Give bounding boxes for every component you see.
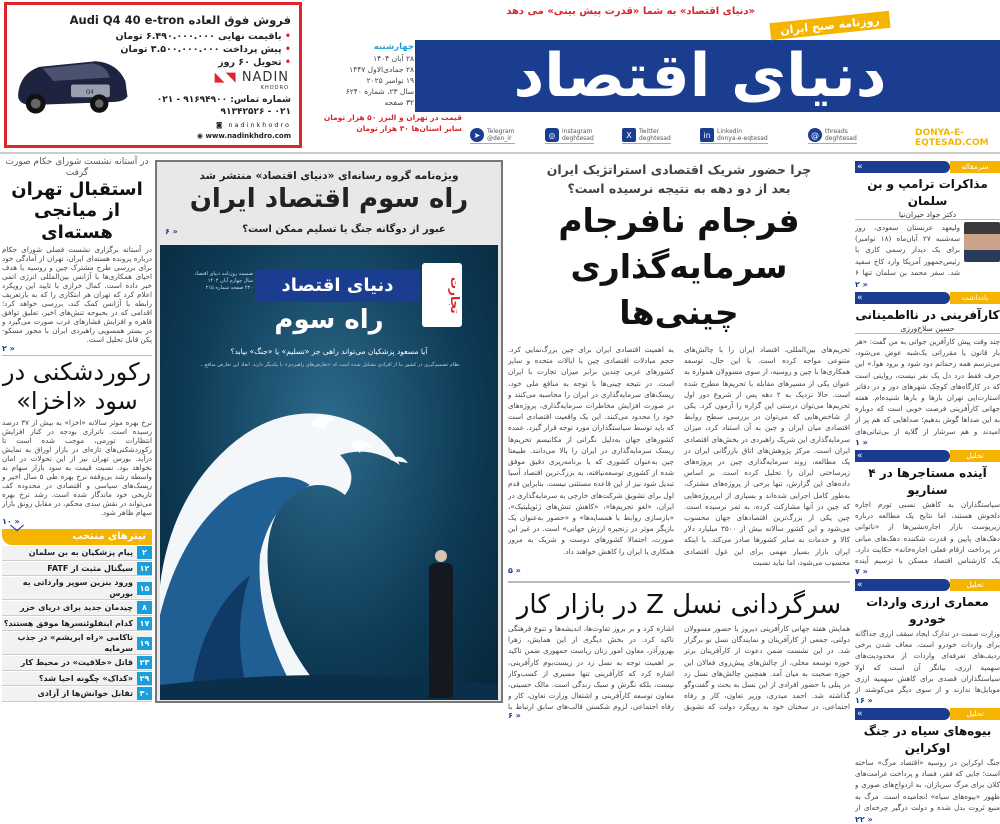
story-body: سیاستگذاران به کاهش نسبی تورم اجاره دلخوش هستند، اما نتایج یک مطالعه درباره زیرپوست بازار اجاره‌نشین‌ها از «ناتوانی دهک‌های پایین و قدرت شکننده دهک‌های میانی در پرداخت ارقام فعلی اجاره‌خانه» حکایت دارد. یک کارشناس اقتصاد مسکن با ترسیم آینده bbox=[855, 500, 1000, 566]
ad-bullet: • پیش پرداخت ۳.۵۰۰.۰۰۰.۰۰۰ تومان bbox=[120, 44, 291, 55]
story-column: اشاره کرد و بر بروز تفاوت‌ها، اندیشه‌ها و تنوع فرهنگی تاکید کرد. در بخش دیگری از این همایش، زهرا بهروزآذر، معاون امور زنان ریاست جمهوری ضمن تاکید بر اهمیت توجه به نسل زد در زیست‌بوم کارآفرینی، اشاره کرد که کارآفرینی تنها مسیری از کسب‌وکار نیست، بلکه نگرش و سبک زندگی است. مالک حسینی، معاون توسعه کارآفرینی و اشتغال وزارت تعاون، کار و رفاه اجتماعی، لزوم شکستن قالب‌های سابق ارتباط با bbox=[508, 624, 674, 711]
story-headline[interactable]: سرمایه‌گذاری چینی‌ها bbox=[570, 247, 788, 332]
ad-social: ◙ nadinkhodro bbox=[215, 121, 291, 129]
ad-phone: شماره تماس: ۹۱۶۹۴۹۰۰ - ۰۲۱ bbox=[156, 95, 291, 105]
social-linkedin[interactable]: in Linkedin donya-e-eqtesad bbox=[700, 128, 768, 144]
ad-phone: ۰۲۱ - ۹۱۳۴۲۵۲۶ bbox=[220, 107, 291, 117]
main-story bbox=[508, 160, 850, 720]
column-story bbox=[855, 708, 1000, 824]
story-headline[interactable]: بیوه‌های سیاه در جنگ اوکراین bbox=[863, 724, 992, 755]
column-story bbox=[855, 161, 1000, 289]
page-ref: ۱۰ » bbox=[2, 516, 20, 526]
twitter-icon: X bbox=[622, 128, 636, 142]
page-ref: ۱ » bbox=[855, 438, 868, 447]
headline-text: چیدمان جدید برای دریای خزر bbox=[19, 603, 133, 613]
headline-text: سیگنال مثبت از FATF bbox=[47, 563, 133, 573]
story-body: جنگ اوکراین در روسیه «اقتصاد مرگ» ساخته است؛ جایی که فقر، فساد و پرداخت غرامت‌های کلان برای مرگ سربازان، به ازدواج‌های صوری و ظهور «بیوه‌های سیاه» انجامیده است. مرگ به منبع ثروت بدل شده و دولت درگیر چرخه‌ای از bbox=[855, 758, 1000, 812]
man-figure bbox=[428, 550, 454, 700]
supplement-cover[interactable] bbox=[155, 160, 503, 703]
right-column bbox=[855, 158, 1000, 824]
story-headline[interactable]: رکوردشکنی در سود «اخزا» bbox=[2, 358, 152, 416]
story-body: ولیعهد عربستان سعودی، روز سه‌شنبه ۲۷ آبان‌ماه (۱۸ نوامبر) برای یک دیدار رسمی کاری با رئیس‌جمهور آمریکا وارد کاخ سفید شد. سفر محمد بن سلمان تنها ۶ bbox=[855, 223, 960, 277]
page-number: ۱۹ bbox=[137, 637, 152, 650]
column-story bbox=[855, 450, 1000, 576]
chevrons-icon: « bbox=[855, 708, 950, 720]
chevrons-icon: « bbox=[855, 579, 950, 591]
section-label: « تحلیل bbox=[855, 708, 1000, 720]
headline-text: قاتل «خلاقیت» در محیط کار bbox=[20, 658, 133, 668]
headline-item[interactable] bbox=[2, 617, 152, 632]
inner-subtitle: آیا مسعود پزشکیان می‌تواند راهی جز «تسلیم» یا «جنگ» بیابد؟ bbox=[230, 347, 428, 356]
page-ref: ۶ » bbox=[508, 711, 521, 720]
section-label: « تحلیل bbox=[855, 579, 1000, 591]
story-body: چند وقت پیش کارآفرین جوانی به من گفت: «هر بار قانون یا مقرراتی یک‌شبه عوض می‌شود، می‌ترسم همه زحماتم دود شود و برود هوا.» این حرف فقط درد دل یک نفر نیست، روایتی است که در کارگاه‌های کوچک شهرهای دور و در دفاتر استارت‌اپی تهران بارها و بارها شنیده‌ام. هفته جهانی کارآفرینی فرصت خوبی است که دوباره به این صداها گوش بدهیم؛ صداهایی که هم پر از امیدند و هم سرشار از گلایه از بی‌ثباتی‌های bbox=[855, 337, 1000, 436]
headline-item[interactable] bbox=[2, 632, 152, 655]
instagram-icon: ◎ bbox=[545, 128, 559, 142]
chevrons-icon: « bbox=[855, 161, 950, 173]
threads-icon: @ bbox=[808, 128, 822, 142]
page-ref: ۶ » bbox=[165, 227, 178, 236]
section-label: « یادداشت bbox=[855, 292, 1000, 304]
page-ref: ۱۶ » bbox=[855, 696, 873, 705]
price-info: قیمت در تهران و البرز ۵۰ هزار تومان سایر استان‌ها ۳۰ هزار تومان bbox=[323, 113, 462, 133]
page-ref: ۲۲ » bbox=[855, 815, 873, 824]
column-story bbox=[855, 579, 1000, 705]
chevrons-icon: « bbox=[855, 450, 950, 462]
ad-website[interactable]: ◉ www.nadinkhdro.com bbox=[196, 132, 291, 140]
social-instagram[interactable]: ◎ instagram deghtesad bbox=[545, 128, 594, 144]
inner-meta: ضمیمه روزنامه دنیای اقتصاد سال چهارم آبان ۱۴۰۴ ۲۲۰ صفحه شماره ۲۱۵ bbox=[194, 271, 253, 291]
page-number: ۲ bbox=[137, 546, 152, 559]
morning-badge: روزنامه صبح ایران bbox=[769, 11, 890, 40]
chevrons-icon: « bbox=[855, 292, 950, 304]
headline-item[interactable] bbox=[2, 546, 152, 561]
story-kicker: بعد از دو دهه به نتیجه نرسیده است؟ bbox=[567, 181, 791, 196]
ad-title: فروش فوق العاده Audi Q4 40 e-tron bbox=[69, 13, 291, 27]
headline-text: تقابل خوانش‌ها از آزادی bbox=[37, 689, 133, 699]
headline-item[interactable] bbox=[2, 562, 152, 577]
section-label: « تحلیل bbox=[855, 450, 1000, 462]
social-threads[interactable]: @ threads deghtesad bbox=[808, 128, 857, 144]
story-headline[interactable]: آینده مستاجرها در ۴ سناریو bbox=[868, 466, 987, 497]
page-ref: ۵ » bbox=[508, 566, 521, 575]
page-number: ۲۳ bbox=[137, 656, 152, 669]
social-telegram[interactable]: ➤ Telegram @den_ir bbox=[470, 128, 515, 144]
story-headline[interactable]: سرگردانی نسل Z در بازار کار bbox=[516, 590, 842, 620]
headline-text: پیام پزشکیان به بن سلمان bbox=[28, 548, 133, 558]
car-advertisement[interactable] bbox=[4, 2, 302, 148]
page-number: ۳۰ bbox=[137, 687, 152, 700]
instagram-icon: ◙ bbox=[215, 121, 225, 129]
story-body: در آستانه برگزاری نشست فصلی شورای حکام درباره پرونده هسته‌ای ایران، تهران از آمادگی خود برای بررسی طرح مشترک چین و روسیه با هدف احیای همکاری‌ها با آژانس بین‌المللی انرژی اتمی خبر داده است. کمال خرازی با تایید این رویکرد اعلام کرد که تهران هر ابتکاری را که به بازتعریف رابطه با آژانس کمک کند، بررسی خواهد کرد؛ اقدامی که در بحبوحه تنش‌های اخیر، تعلیق توافق قاهره و افزایش فشارهای غرب صورت می‌گیرد و در بستر همسویی راهبردی ایران با محور مسکو-پکن قابل تحلیل است. bbox=[2, 245, 152, 345]
page-number: ۱۲ bbox=[137, 562, 152, 575]
story-kicker: در آستانه نشست شورای حکام صورت گرفت bbox=[5, 157, 149, 178]
cover-kicker: ویژه‌نامه گروه رسانه‌ای «دنیای اقتصاد» منتشر شد bbox=[199, 170, 459, 182]
headline-item[interactable] bbox=[2, 672, 152, 687]
issue-info: چهارشنبه ۲۸ آبان ۱۴۰۴ ۲۸ جمادی‌الاول ۱۴۴۷ ۱۹ نوامبر ۲۰۲۵ سال ۲۳، شماره ۶۲۴۰ ۳۲ صفحه bbox=[345, 42, 414, 107]
ad-bullet: • تحویل ۶۰ روز bbox=[218, 57, 291, 68]
telegram-icon: ➤ bbox=[470, 128, 484, 142]
column-story bbox=[855, 292, 1000, 447]
headline-item[interactable] bbox=[2, 687, 152, 702]
author-photo bbox=[964, 222, 1000, 262]
story-headline[interactable]: فرجام نافرجام bbox=[558, 201, 800, 240]
headline-item[interactable] bbox=[2, 656, 152, 671]
ad-bullet: • باقیمت نهایی ۶.۴۹۰.۰۰۰.۰۰۰ تومان bbox=[116, 31, 291, 42]
story-headline[interactable]: استقبال تهران از میانجی هسته‌ای bbox=[11, 178, 143, 243]
linkedin-icon: in bbox=[700, 128, 714, 142]
page-number: ۱۷ bbox=[137, 617, 152, 630]
story-body: نرخ بهره موثر سالانه «اخزا» به بیش از ۳۷ درصد رسیده است. ناترازی بودجه در کنار افزایش انتظارات تورمی، موجب شده است تا رکوردشکنی‌های تازه‌ای در بازار اوراق به نمایش درآید. بورس تهران نیز از این تحولات در امان نخواهد بود. نسبت قیمت به سود بازار سهام به واسطه رشد بی‌وقفه نرخ بهره طی ۵ سال اخیر و ریسک‌های سیاسی و اقتصادی در محدوده کف تاریخی خود ماندگار شده است. رشد نرخ بهره می‌تواند در نقش سدی محکم، در مقابل رونق بازار سهام ظاهر شود. bbox=[2, 417, 152, 517]
story-headline[interactable]: کارآفرینی در نااطمینانی bbox=[855, 308, 1000, 322]
tejarat-logo: تجارت bbox=[422, 263, 462, 327]
cover-headline: راه سوم اقتصاد ایران bbox=[189, 184, 469, 214]
section-label: « سرمقاله bbox=[855, 161, 1000, 173]
story-kicker: چرا حضور شریک اقتصادی استراتژیک ایران bbox=[546, 162, 812, 177]
story-column: به اهمیت اقتصادی ایران برای چین بزرگ‌نمایی کرد. حجم مبادلات اقتصادی چین با ایالات متحده و سایر کشورهای غربی چندین برابر میزان تجارت با ایران است. در نتیجه چینی‌ها با توجه به منافع ملی خود، ریسک‌های سرمایه‌گذاری در ایران را محاسبه می‌کنند و در صورت افزایش مخاطرات سرمایه‌گذاری، پروژه‌های خود را محدود می‌کنند. این یک واقعیت اقتصادی است که باید توسط سیاستگذاران مورد توجه قرار گیرد. عمده کشورهای جهان به‌دلیل نگرانی از مکانیسم تحریم‌ها ریسک سرمایه‌گذاری در ایران را بالا می‌دانند. طبیعتا چین به‌عنوان کشوری که با برنامه‌ریزی دقیق موفق شده از کشوری توسعه‌نیافته، به بزرگ‌ترین اقتصاد آسیا تبدیل شود نیز از این قاعده مستثنی نیست. بنابراین قدم اول برای تشویق شرکت‌های خارجی به سرمایه‌گذاری در ایران، «لغو تحریم‌ها»، «کاهش تنش‌های ژئوپلیتیک»، «بازسازی روابط با همسایه‌ها» و «حضور به‌عنوان یک بازیگر موثر در زنجیره ارزش جهانی» است. در غیر این صورت، احتمالا کشورهای دوست و شریک به مرور همکاری با ایران را کاهش خواهند داد. bbox=[508, 345, 674, 556]
cover-subtitle: عبور از دوگانه جنگ یا تسلیم ممکن است؟ bbox=[242, 224, 446, 235]
author: دکتر جواد حیران‌نیا bbox=[855, 210, 1000, 220]
headline-item[interactable] bbox=[2, 601, 152, 616]
page-ref: ۲ » bbox=[2, 344, 15, 354]
story-column: همایش هفته جهانی کارآفرینی دیروز با حضور مسوولان دولتی، جمعی از کارآفرینان و نمایندگان نسل نو برگزار شد. در این نشست ضمن دعوت از کارآفرینان برتر حوزه توسعه محلی، از چالش‌های پیش‌روی فعالان این حوزه صحبت به میان آمد. همچنین چالش‌های نسل زد در پنلی با حضور افرادی از این نسل به بحث و گفت‌وگو گذاشته شد. احمد میدری، وزیر تعاون، کار و رفاه اجتماعی، در سخنان خود به رویکرد دولت که تشویق bbox=[684, 624, 850, 711]
selected-headlines: ﹀ تیترهای منتخب ۲ پیام پزشکیان به بن سلمان ۱۲ سیگنال مثبت از FATF ۱۵ ورود بنزین سوپر وارداتی به بورس ۸ چیدمان جدید برای دریای خزر ۱۷ کدام اینفلوئنسرها موفق هستند؟ ۱۹ ناکامی «راه ابریشم» در جذب سرمایه ۲۳ قاتل «خلاقیت» در محیط کار ۲۹ «کداک» چگونه احیا شد؟ ۳۰ تقابل خوانش‌ها از آزادی bbox=[2, 529, 152, 702]
story-body: وزارت صمت در تدارک ایجاد سقف ارزی جداگانه برای واردات خودرو است. معاف شدن برخی ردیف‌های تعرفه‌ای واردات از محدودیت‌های سهمیه ارزی، بیانگر آن است که اولا سیاستگذاران قصدی برای کاهش سهمیه ارزی موبایل‌ها ندارند و از سوی دیگر می‌کوشند از bbox=[855, 629, 1000, 695]
tagline: «دنیای اقتصاد» به شما «قدرت پیش بینی» می دهد bbox=[506, 6, 755, 17]
page-ref: ۷ » bbox=[855, 567, 868, 576]
inner-logo: دنیای اقتصاد bbox=[255, 270, 420, 302]
headline-text: ورود بنزین سوپر وارداتی به بورس bbox=[22, 578, 133, 598]
car-plate: Q4 bbox=[85, 89, 94, 96]
story-headline[interactable]: مذاکرات ترامپ و بن سلمان bbox=[867, 177, 988, 208]
story-headline[interactable]: معماری ارزی واردات خودرو bbox=[866, 595, 989, 626]
page-number: ۸ bbox=[137, 601, 152, 614]
story-column: تحریم‌های بین‌المللی، اقتصاد ایران را با چالش‌های متنوعی مواجه کرده است. با این حال، توسعه همکاری‌ها با چین و روسیه، از سوی مسوولان همواره به عنوان یکی از مسیرهای مقابله با تحریم‌ها مطرح شده است. حالا نزدیک به ۲ دهه پس از شروع دور اول تحریم‌ها می‌توان درستی این گزاره را آزمون کرد. یکی از شاخص‌هایی که می‌توان در بررسی سطح روابط اقتصادی میان ایران و چین به آن استناد کرد، میزان سرمایه‌گذاری این شریک راهبردی در بخش‌های اقتصادی ایران است. مرکز پژوهش‌های اتاق بازرگانی ایران در یک مطالعه، روند سرمایه‌گذاری چین در پروژه‌های زیرساختی ایران را تحلیل کرده است. بر اساس داده‌های این گزارش، تنها برخی از پروژه‌های مشترک، به‌طور کامل اجرایی شده‌اند و بسیاری از ابرپروژه‌هایی که چین در آنها مشارکت کرده، به ثمر نرسیده است. چین یکی از بزرگ‌ترین اقتصادهای جهان محسوب می‌شود و این کشور سالانه بیش از ۳۵۰۰ میلیارد دلار کالا و خدمات به سایر کشورها صادر می‌کند. با اینکه ایران بازار بسیار مهمی برای این غول اقتصادی محسوب می‌شود، اما نباید نسبت bbox=[684, 345, 850, 566]
headline-text: «کداک» چگونه احیا شد؟ bbox=[38, 673, 133, 683]
headline-item[interactable] bbox=[2, 577, 152, 600]
page-number: ۲۹ bbox=[137, 672, 152, 685]
divider bbox=[0, 152, 1000, 154]
author: حسین سلاح‌ورزی bbox=[855, 324, 1000, 334]
inner-body: نظام تصمیم‌گیری در کشور ما از افرادی تشکیل شده است که «تعارض‌های راهبردی» با یکدیگر دارند. ابعاد این تعارض منافع... bbox=[200, 362, 460, 368]
inner-title: راه سوم bbox=[274, 305, 384, 335]
page-ref: ۲ » bbox=[855, 280, 868, 289]
chevron-down-icon: ﹀ bbox=[10, 525, 24, 541]
globe-icon: ◉ bbox=[196, 132, 204, 140]
social-twitter[interactable]: X Twitter deghtesad bbox=[622, 128, 671, 144]
website-link[interactable]: DONYA-E-EQTESAD.COM bbox=[915, 128, 989, 148]
page-number: ۱۵ bbox=[137, 582, 152, 595]
cover-image bbox=[160, 245, 498, 700]
headline-text: ناکامی «راه ابریشم» در جذب سرمایه bbox=[17, 633, 133, 653]
left-column bbox=[2, 157, 152, 526]
headline-text: کدام اینفلوئنسرها موفق هستند؟ bbox=[3, 618, 133, 628]
newspaper-logo: دنیای اقتصاد bbox=[513, 41, 887, 111]
nadin-logo-icon: ◣◥ bbox=[214, 70, 237, 85]
nadin-logo: ◣◥ NADIN KHODRO bbox=[214, 70, 289, 91]
car-image bbox=[11, 45, 131, 117]
